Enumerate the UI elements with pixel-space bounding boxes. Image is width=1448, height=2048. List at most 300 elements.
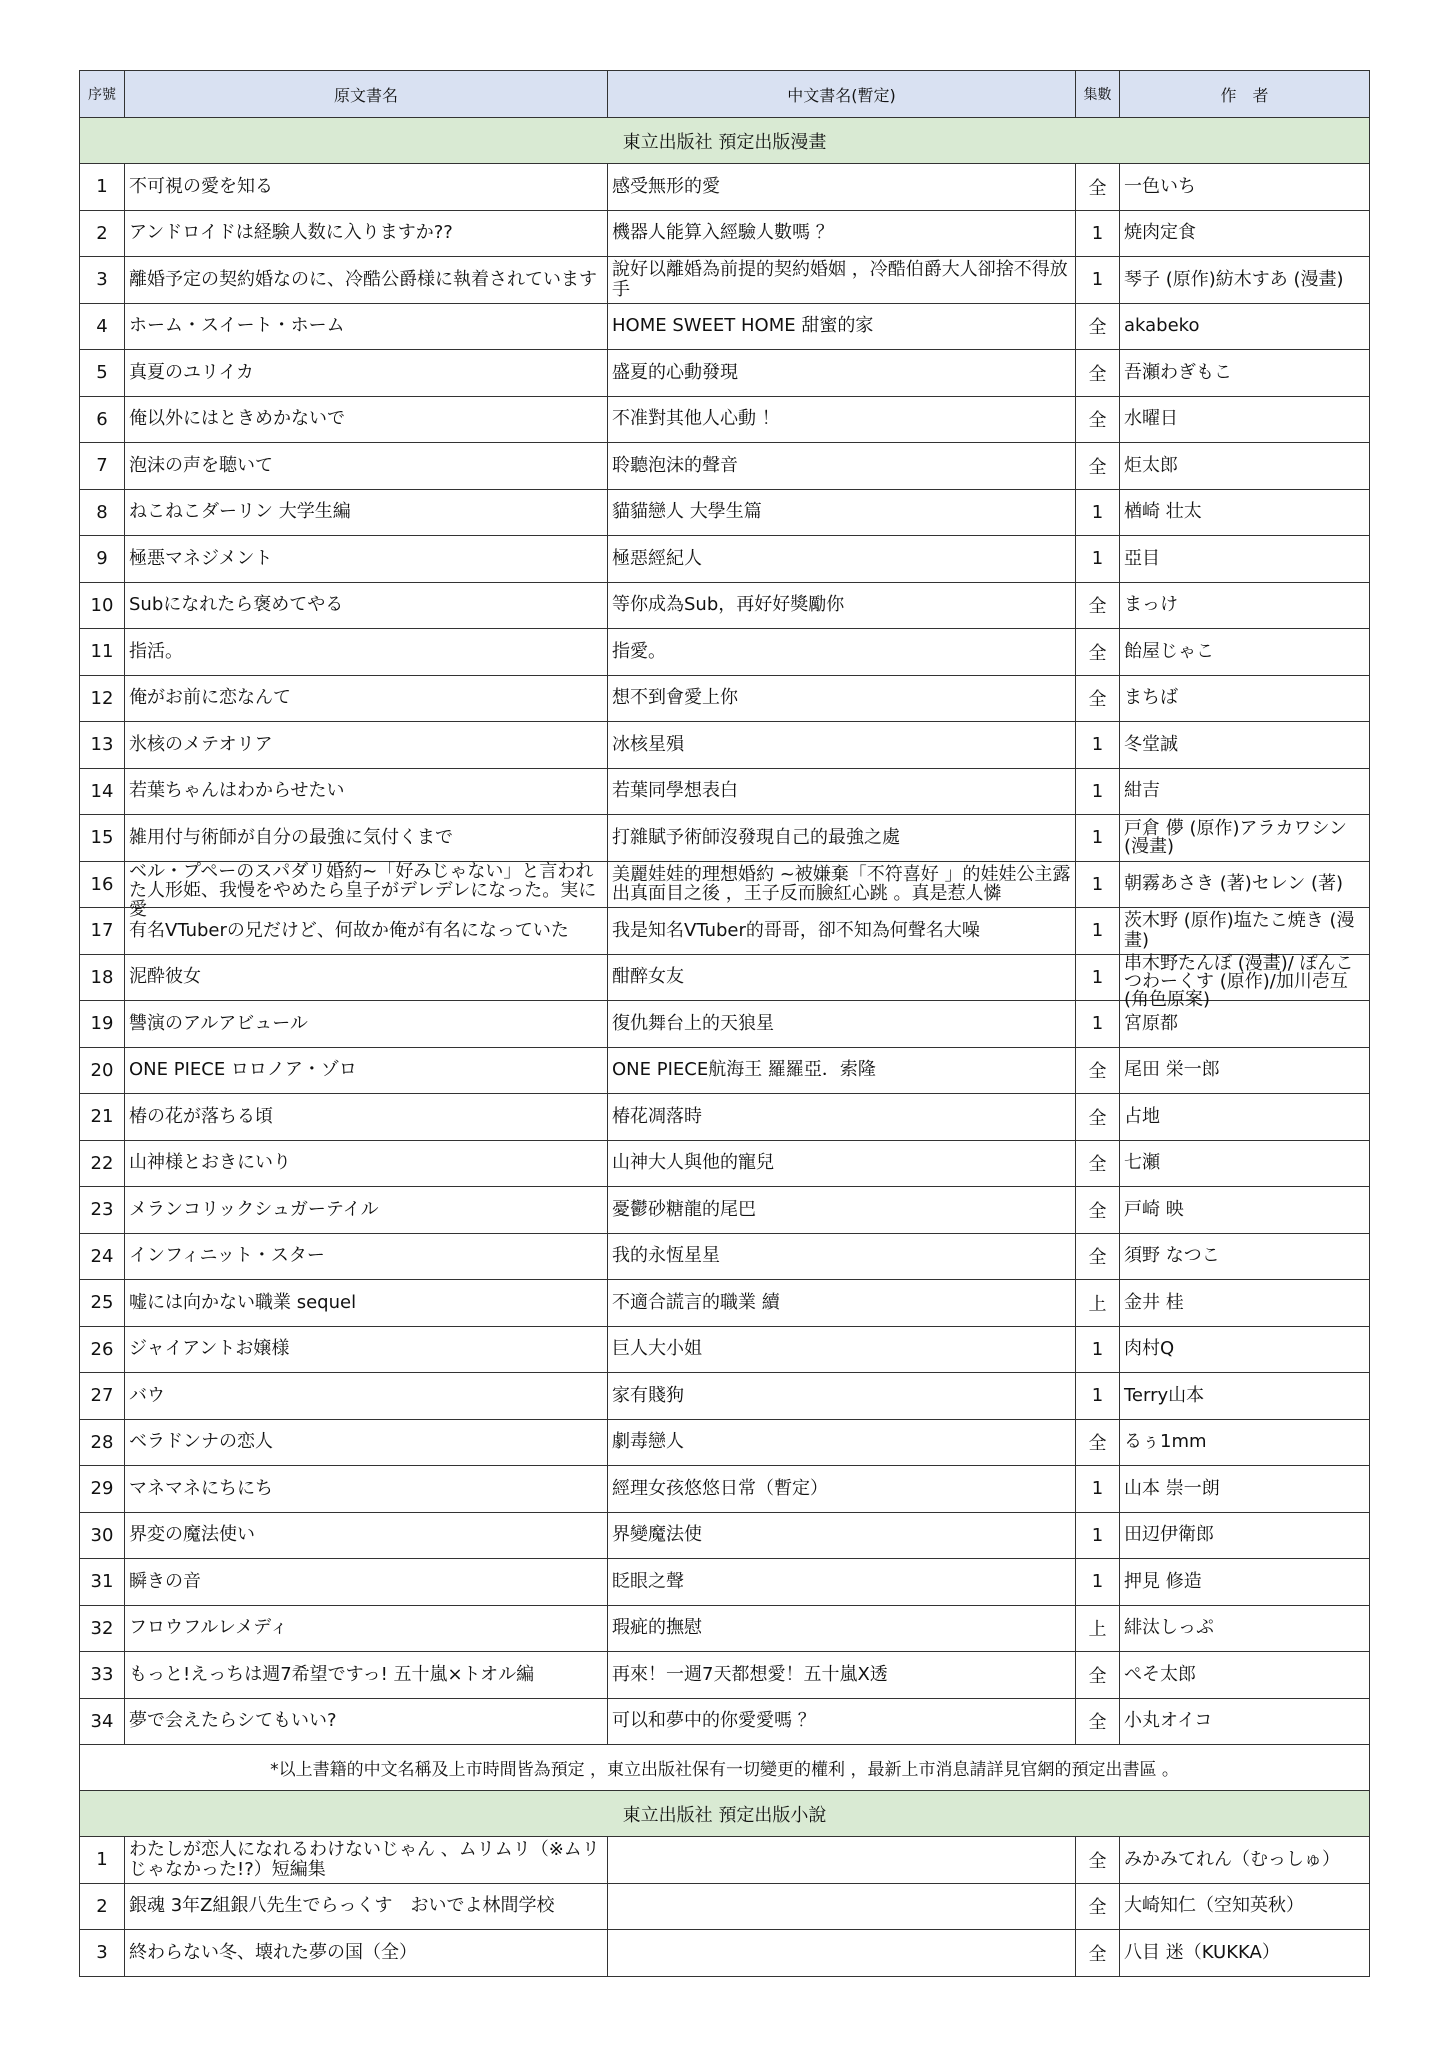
manga-original-title-text: 離婚予定の契約婚なのに、冷酷公爵様に執着されています [129,268,597,290]
manga-author-text: 肉村Q [1124,1338,1175,1360]
manga-no [80,1233,125,1280]
manga-volumes [1076,629,1120,676]
manga-chinese-title-text: HOME SWEET HOME 甜蜜的家 [612,315,874,337]
manga-author-text: 押見 修造 [1124,1570,1202,1592]
manga-volumes-text: 1 [1091,269,1104,291]
manga-no [80,1140,125,1187]
manga-chinese-title-text: 我的永恆星星 [612,1245,720,1267]
manga-original-title [125,908,608,955]
manga-author [1120,1559,1370,1606]
manga-author [1120,1419,1370,1466]
manga-original-title-text: 嘘には向かない職業 sequel [129,1291,357,1313]
manga-no [80,1466,125,1513]
manga-author [1120,1187,1370,1234]
manga-original-title [125,815,608,862]
manga-original-title-text: 椿の花が落ちる頃 [129,1105,273,1127]
manga-volumes [1076,1419,1120,1466]
manga-no-text: 34 [90,1710,114,1732]
manga-row [80,1373,1370,1420]
manga-original-title [125,1698,608,1745]
manga-chinese-title-text: 不適合謊言的職業 續 [612,1291,780,1313]
manga-author-text: ぺそ太郎 [1124,1663,1196,1685]
manga-author [1120,675,1370,722]
manga-original-title-text: 界変の魔法使い [129,1524,255,1546]
novel-no [80,1837,125,1884]
manga-row [80,443,1370,490]
manga-no-text: 5 [96,362,108,384]
manga-author-text: 尾田 栄一郎 [1124,1059,1220,1081]
manga-chinese-title [608,1559,1076,1606]
manga-volumes [1076,1280,1120,1327]
manga-original-title [125,303,608,350]
manga-no [80,908,125,955]
manga-chinese-title-text: 機器人能算入經驗人數嗎 ？ [612,222,834,244]
manga-chinese-title-text: 指愛。 [612,640,666,662]
manga-author [1120,164,1370,211]
manga-original-title-text: 有名VTuberの兄だけど、何故か俺が有名になっていた [129,919,569,941]
manga-no [80,1280,125,1327]
manga-chinese-title [608,815,1076,862]
manga-volumes-text: 1 [1091,1385,1104,1407]
manga-no [80,489,125,536]
manga-original-title-text: 夢で会えたらシてもいい? [129,1710,337,1732]
manga-volumes-text: 全 [1088,1712,1107,1734]
manga-chinese-title [608,489,1076,536]
manga-chinese-title-text: 我是知名VTuber的哥哥，卻不知為何聲名大噪 [612,919,980,941]
manga-no [80,675,125,722]
manga-row [80,210,1370,257]
manga-chinese-title-text: 極惡經紀人 [612,547,702,569]
manga-chinese-title [608,257,1076,304]
manga-chinese-title-text: 想不到會愛上你 [612,687,738,709]
novel-volumes-text: 全 [1088,1850,1107,1872]
manga-section-title: 東立出版社 預定出版漫畫 [80,118,1370,164]
novel-volumes-text: 全 [1088,1897,1107,1919]
manga-original-title [125,954,608,1001]
manga-chinese-title-text: 憂鬱砂糖龍的尾巴 [612,1198,756,1220]
manga-original-title-text: 俺がお前に恋なんて [129,687,291,709]
manga-volumes-text: 上 [1088,1619,1107,1641]
manga-no-text: 28 [90,1431,114,1453]
novel-author [1120,1837,1370,1884]
novel-original-title [125,1837,608,1884]
manga-volumes [1076,257,1120,304]
novel-volumes-text: 全 [1088,1943,1107,1965]
novel-no-text: 1 [96,1849,108,1871]
manga-volumes-text: 全 [1088,1665,1107,1687]
manga-volumes [1076,768,1120,815]
manga-author [1120,257,1370,304]
manga-original-title [125,1373,608,1420]
manga-volumes-text: 全 [1088,596,1107,618]
manga-original-title [125,1419,608,1466]
manga-row [80,1466,1370,1513]
manga-author [1120,722,1370,769]
manga-row [80,722,1370,769]
manga-original-title-text: 真夏のユリイカ [129,361,254,383]
manga-author-text: るぅ1mm [1124,1431,1207,1453]
manga-original-title [125,257,608,304]
manga-volumes [1076,1001,1120,1048]
manga-author [1120,1233,1370,1280]
header-no: 序號 [80,71,125,118]
manga-author-text: 宮原都 [1124,1012,1178,1034]
manga-no-text: 19 [90,1013,114,1035]
novel-row [80,1930,1370,1977]
manga-author-text: 冬堂誠 [1124,733,1178,755]
manga-volumes-text: 1 [1091,501,1104,523]
manga-original-title [125,722,608,769]
manga-volumes-text: 1 [1091,1571,1104,1593]
manga-no [80,164,125,211]
manga-chinese-title [608,1047,1076,1094]
manga-no [80,954,125,1001]
manga-chinese-title-text: 打雜賦予術師沒發現自己的最強之處 [612,826,900,848]
manga-original-title-text: メランコリックシュガーテイル [129,1198,379,1220]
manga-no-text: 6 [96,408,108,430]
novel-section-title: 東立出版社 預定出版小說 [80,1791,1370,1837]
manga-original-title-text: 不可視の愛を知る [129,175,273,197]
manga-chinese-title [608,210,1076,257]
manga-chinese-title-text: 界變魔法使 [612,1524,702,1546]
manga-no-text: 23 [90,1199,114,1221]
manga-no [80,350,125,397]
manga-chinese-title [608,1698,1076,1745]
manga-volumes [1076,536,1120,583]
manga-chinese-title [608,1094,1076,1141]
manga-original-title [125,1326,608,1373]
manga-chinese-title [608,908,1076,955]
manga-author [1120,489,1370,536]
manga-original-title [125,1652,608,1699]
manga-no [80,257,125,304]
manga-volumes [1076,582,1120,629]
manga-no-text: 21 [90,1106,114,1128]
manga-volumes [1076,1373,1120,1420]
manga-author [1120,396,1370,443]
manga-row [80,350,1370,397]
manga-row [80,861,1370,908]
manga-chinese-title [608,954,1076,1001]
manga-chinese-title [608,1466,1076,1513]
manga-no [80,1698,125,1745]
manga-volumes-text: 1 [1091,548,1104,570]
manga-chinese-title [608,629,1076,676]
manga-section-header [80,118,1370,164]
novel-row [80,1837,1370,1884]
manga-original-title [125,396,608,443]
manga-row [80,536,1370,583]
novel-original-title-text: わたしが恋人になれるわけないじゃん 、ムリムリ（※ムリじゃなかった!?）短編集 [129,1838,600,1880]
manga-original-title-text: マネマネにちにち [129,1477,273,1499]
manga-author-text: 焼肉定食 [1124,222,1196,244]
manga-volumes-text: 1 [1091,1338,1104,1360]
novel-chinese-title [608,1883,1076,1930]
manga-chinese-title [608,1512,1076,1559]
manga-original-title [125,1233,608,1280]
manga-volumes [1076,722,1120,769]
manga-chinese-title [608,1280,1076,1327]
manga-volumes [1076,815,1120,862]
manga-author [1120,303,1370,350]
manga-chinese-title-text: 聆聽泡沫的聲音 [612,454,738,476]
manga-no-text: 22 [90,1152,114,1174]
manga-author [1120,1047,1370,1094]
manga-author [1120,768,1370,815]
manga-no [80,1001,125,1048]
manga-no-text: 10 [90,594,114,616]
manga-volumes-text: 全 [1088,1154,1107,1176]
manga-no-text: 16 [90,873,114,895]
manga-original-title [125,1559,608,1606]
manga-row [80,1233,1370,1280]
manga-chinese-title-text: 等你成為Sub，再好好獎勵你 [612,594,845,616]
manga-chinese-title-text: 感受無形的愛 [612,175,720,197]
manga-original-title-text: フロウフルレメディ [129,1617,288,1639]
manga-no [80,1326,125,1373]
manga-chinese-title [608,536,1076,583]
manga-no [80,1094,125,1141]
manga-author-text: 亞目 [1124,547,1160,569]
manga-original-title-text: 氷核のメテオリア [129,733,273,755]
manga-volumes-text: 1 [1091,966,1104,988]
manga-original-title [125,582,608,629]
manga-author [1120,1094,1370,1141]
manga-volumes-text: 全 [1088,410,1107,432]
manga-author-text: 串木野たんぼ (漫畫)/ ぽんこつわーくす (原作)/加川壱互 (角色原案) [1124,953,1354,1011]
manga-chinese-title [608,1419,1076,1466]
manga-original-title-text: インフィニット・スター [129,1245,325,1267]
manga-original-title [125,629,608,676]
manga-no [80,815,125,862]
manga-author-text: Terry山本 [1124,1384,1205,1406]
manga-no-text: 25 [90,1292,114,1314]
manga-row [80,908,1370,955]
manga-volumes [1076,1559,1120,1606]
manga-author-text: 緋汰しっぷ [1124,1617,1214,1639]
manga-no [80,1047,125,1094]
manga-chinese-title-text: 再來！一週7天都想愛！五十嵐X透 [612,1663,888,1685]
manga-volumes-text: 全 [1088,1107,1107,1129]
manga-author-text: 七瀬 [1124,1152,1160,1174]
manga-volumes-text: 全 [1088,642,1107,664]
manga-author [1120,536,1370,583]
manga-chinese-title-text: 說好以離婚為前提的契約婚姻 ，冷酷伯爵大人卻捨不得放手 [612,258,1068,300]
manga-no-text: 29 [90,1478,114,1500]
manga-volumes [1076,1605,1120,1652]
manga-chinese-title [608,396,1076,443]
manga-author [1120,815,1370,862]
manga-row [80,396,1370,443]
manga-volumes-text: 全 [1088,1200,1107,1222]
manga-author [1120,1512,1370,1559]
novel-volumes [1076,1930,1120,1977]
manga-author [1120,1373,1370,1420]
manga-volumes [1076,350,1120,397]
manga-original-title [125,675,608,722]
manga-original-title [125,1512,608,1559]
manga-chinese-title-text: 美麗娃娃的理想婚約 ~被嫌棄「不符喜好 」的娃娃公主露出真面目之後 ，王子反而臉紅心跳 。真是惹人憐 [612,864,1071,905]
manga-no-text: 26 [90,1338,114,1360]
manga-volumes-text: 1 [1091,1524,1104,1546]
manga-author-text: 琴子 (原作)紡木すあ (漫畫) [1124,268,1344,290]
novel-author-text: 大崎知仁（空知英秋） [1124,1895,1304,1917]
manga-no-text: 9 [96,548,108,570]
publication-schedule-table [79,70,1370,1977]
manga-original-title-text: 山神様とおきにいり [129,1152,291,1174]
manga-volumes [1076,1094,1120,1141]
manga-row [80,257,1370,304]
manga-author [1120,1140,1370,1187]
header-original-title: 原文書名 [125,71,608,118]
manga-author [1120,861,1370,908]
manga-no [80,210,125,257]
manga-chinese-title [608,303,1076,350]
manga-no-text: 1 [96,176,108,198]
manga-volumes-text: 1 [1091,873,1104,895]
novel-volumes [1076,1883,1120,1930]
manga-no [80,768,125,815]
novel-original-title-text: 銀魂 3年Z組銀八先生でらっくす おいでよ林間学校 [129,1895,555,1917]
manga-volumes [1076,1698,1120,1745]
manga-row [80,1605,1370,1652]
novel-row [80,1883,1370,1930]
manga-no [80,1512,125,1559]
manga-chinese-title-text: 山神大人與他的寵兒 [612,1152,774,1174]
manga-row [80,1698,1370,1745]
manga-no-text: 24 [90,1245,114,1267]
manga-no-text: 32 [90,1617,114,1639]
manga-chinese-title-text: 復仇舞台上的天狼星 [612,1012,774,1034]
manga-volumes [1076,675,1120,722]
manga-chinese-title-text: 椿花凋落時 [612,1105,702,1127]
manga-no-text: 17 [90,920,114,942]
manga-chinese-title-text: 不准對其他人心動 ！ [612,408,780,430]
manga-chinese-title-text: 家有賤狗 [612,1384,684,1406]
manga-author-text: 紺吉 [1124,780,1160,802]
manga-author [1120,1326,1370,1373]
manga-no-text: 2 [96,222,108,244]
manga-author-text: 一色いち [1124,175,1196,197]
manga-chinese-title [608,1373,1076,1420]
manga-original-title [125,210,608,257]
manga-no-text: 27 [90,1385,114,1407]
novel-chinese-title [608,1837,1076,1884]
manga-no [80,629,125,676]
manga-author-text: 水曜日 [1124,408,1178,430]
manga-no-text: 14 [90,780,114,802]
manga-author-text: akabeko [1124,315,1200,337]
manga-original-title [125,861,608,921]
manga-original-title-text: 極悪マネジメント [129,547,273,569]
manga-volumes [1076,443,1120,490]
novel-volumes [1076,1837,1120,1884]
manga-author-text: 金井 桂 [1124,1291,1184,1313]
manga-original-title [125,1001,608,1048]
manga-original-title [125,443,608,490]
disclaimer-row [80,1745,1370,1791]
manga-no-text: 11 [90,641,114,663]
manga-author [1120,1698,1370,1745]
manga-row [80,164,1370,211]
novel-no-text: 2 [96,1895,108,1917]
manga-no-text: 13 [90,734,114,756]
manga-no [80,1187,125,1234]
manga-author [1120,210,1370,257]
manga-volumes [1076,1512,1120,1559]
manga-chinese-title [608,861,1076,908]
manga-chinese-title [608,1187,1076,1234]
manga-original-title-text: 泡沫の声を聴いて [129,454,273,476]
manga-volumes-text: 全 [1088,456,1107,478]
header-author: 作 者 [1120,71,1370,118]
manga-original-title [125,1280,608,1327]
manga-chinese-title-text: 眨眼之聲 [612,1570,684,1592]
manga-no [80,1559,125,1606]
manga-author-text: 戸倉 儚 (原作)アラカワシン (漫畫) [1124,817,1348,857]
manga-chinese-title-text: 可以和夢中的你愛愛嗎 ？ [612,1710,816,1732]
manga-volumes-text: 全 [1088,1433,1107,1455]
manga-chinese-title-text: 冰核星殞 [612,733,684,755]
manga-volumes [1076,1233,1120,1280]
manga-row [80,303,1370,350]
manga-no-text: 15 [90,827,114,849]
manga-author [1120,1280,1370,1327]
manga-original-title-text: ねこねこダーリン 大学生編 [129,501,351,523]
manga-no-text: 20 [90,1059,114,1081]
manga-volumes-text: 全 [1088,363,1107,385]
manga-author-text: 炬太郎 [1124,454,1178,476]
manga-author [1120,350,1370,397]
manga-chinese-title-text: 若葉同學想表白 [612,780,738,802]
manga-row [80,1559,1370,1606]
manga-volumes-text: 全 [1088,1247,1107,1269]
manga-volumes [1076,861,1120,908]
manga-original-title [125,1140,608,1187]
manga-no [80,861,125,908]
manga-chinese-title-text: 貓貓戀人 大學生篇 [612,501,762,523]
manga-chinese-title-text: ONE PIECE航海王 羅羅亞．索隆 [612,1059,876,1081]
manga-original-title [125,1094,608,1141]
manga-no-text: 4 [96,315,108,337]
manga-volumes-text: 1 [1091,734,1104,756]
manga-row [80,1047,1370,1094]
manga-no [80,396,125,443]
manga-row [80,1512,1370,1559]
manga-chinese-title-text: 劇毒戀人 [612,1431,684,1453]
manga-no-text: 12 [90,687,114,709]
manga-volumes-text: 全 [1088,317,1107,339]
manga-author-text: 茨木野 (原作)塩たこ焼き (漫畫) [1124,909,1355,951]
manga-no [80,1605,125,1652]
manga-chinese-title [608,350,1076,397]
manga-author-text: まちば [1124,687,1178,709]
manga-no-text: 3 [96,269,108,291]
novel-chinese-title [608,1930,1076,1977]
manga-original-title [125,536,608,583]
manga-original-title [125,1466,608,1513]
manga-volumes [1076,1187,1120,1234]
novel-original-title [125,1883,608,1930]
novel-section-header [80,1791,1370,1837]
manga-volumes-text: 全 [1088,1061,1107,1083]
manga-row [80,1187,1370,1234]
manga-row [80,1140,1370,1187]
manga-volumes [1076,1140,1120,1187]
manga-chinese-title-text: 瑕疵的撫慰 [612,1617,702,1639]
manga-row [80,1326,1370,1373]
novel-author-text: 八目 迷（KUKKA） [1124,1941,1280,1963]
